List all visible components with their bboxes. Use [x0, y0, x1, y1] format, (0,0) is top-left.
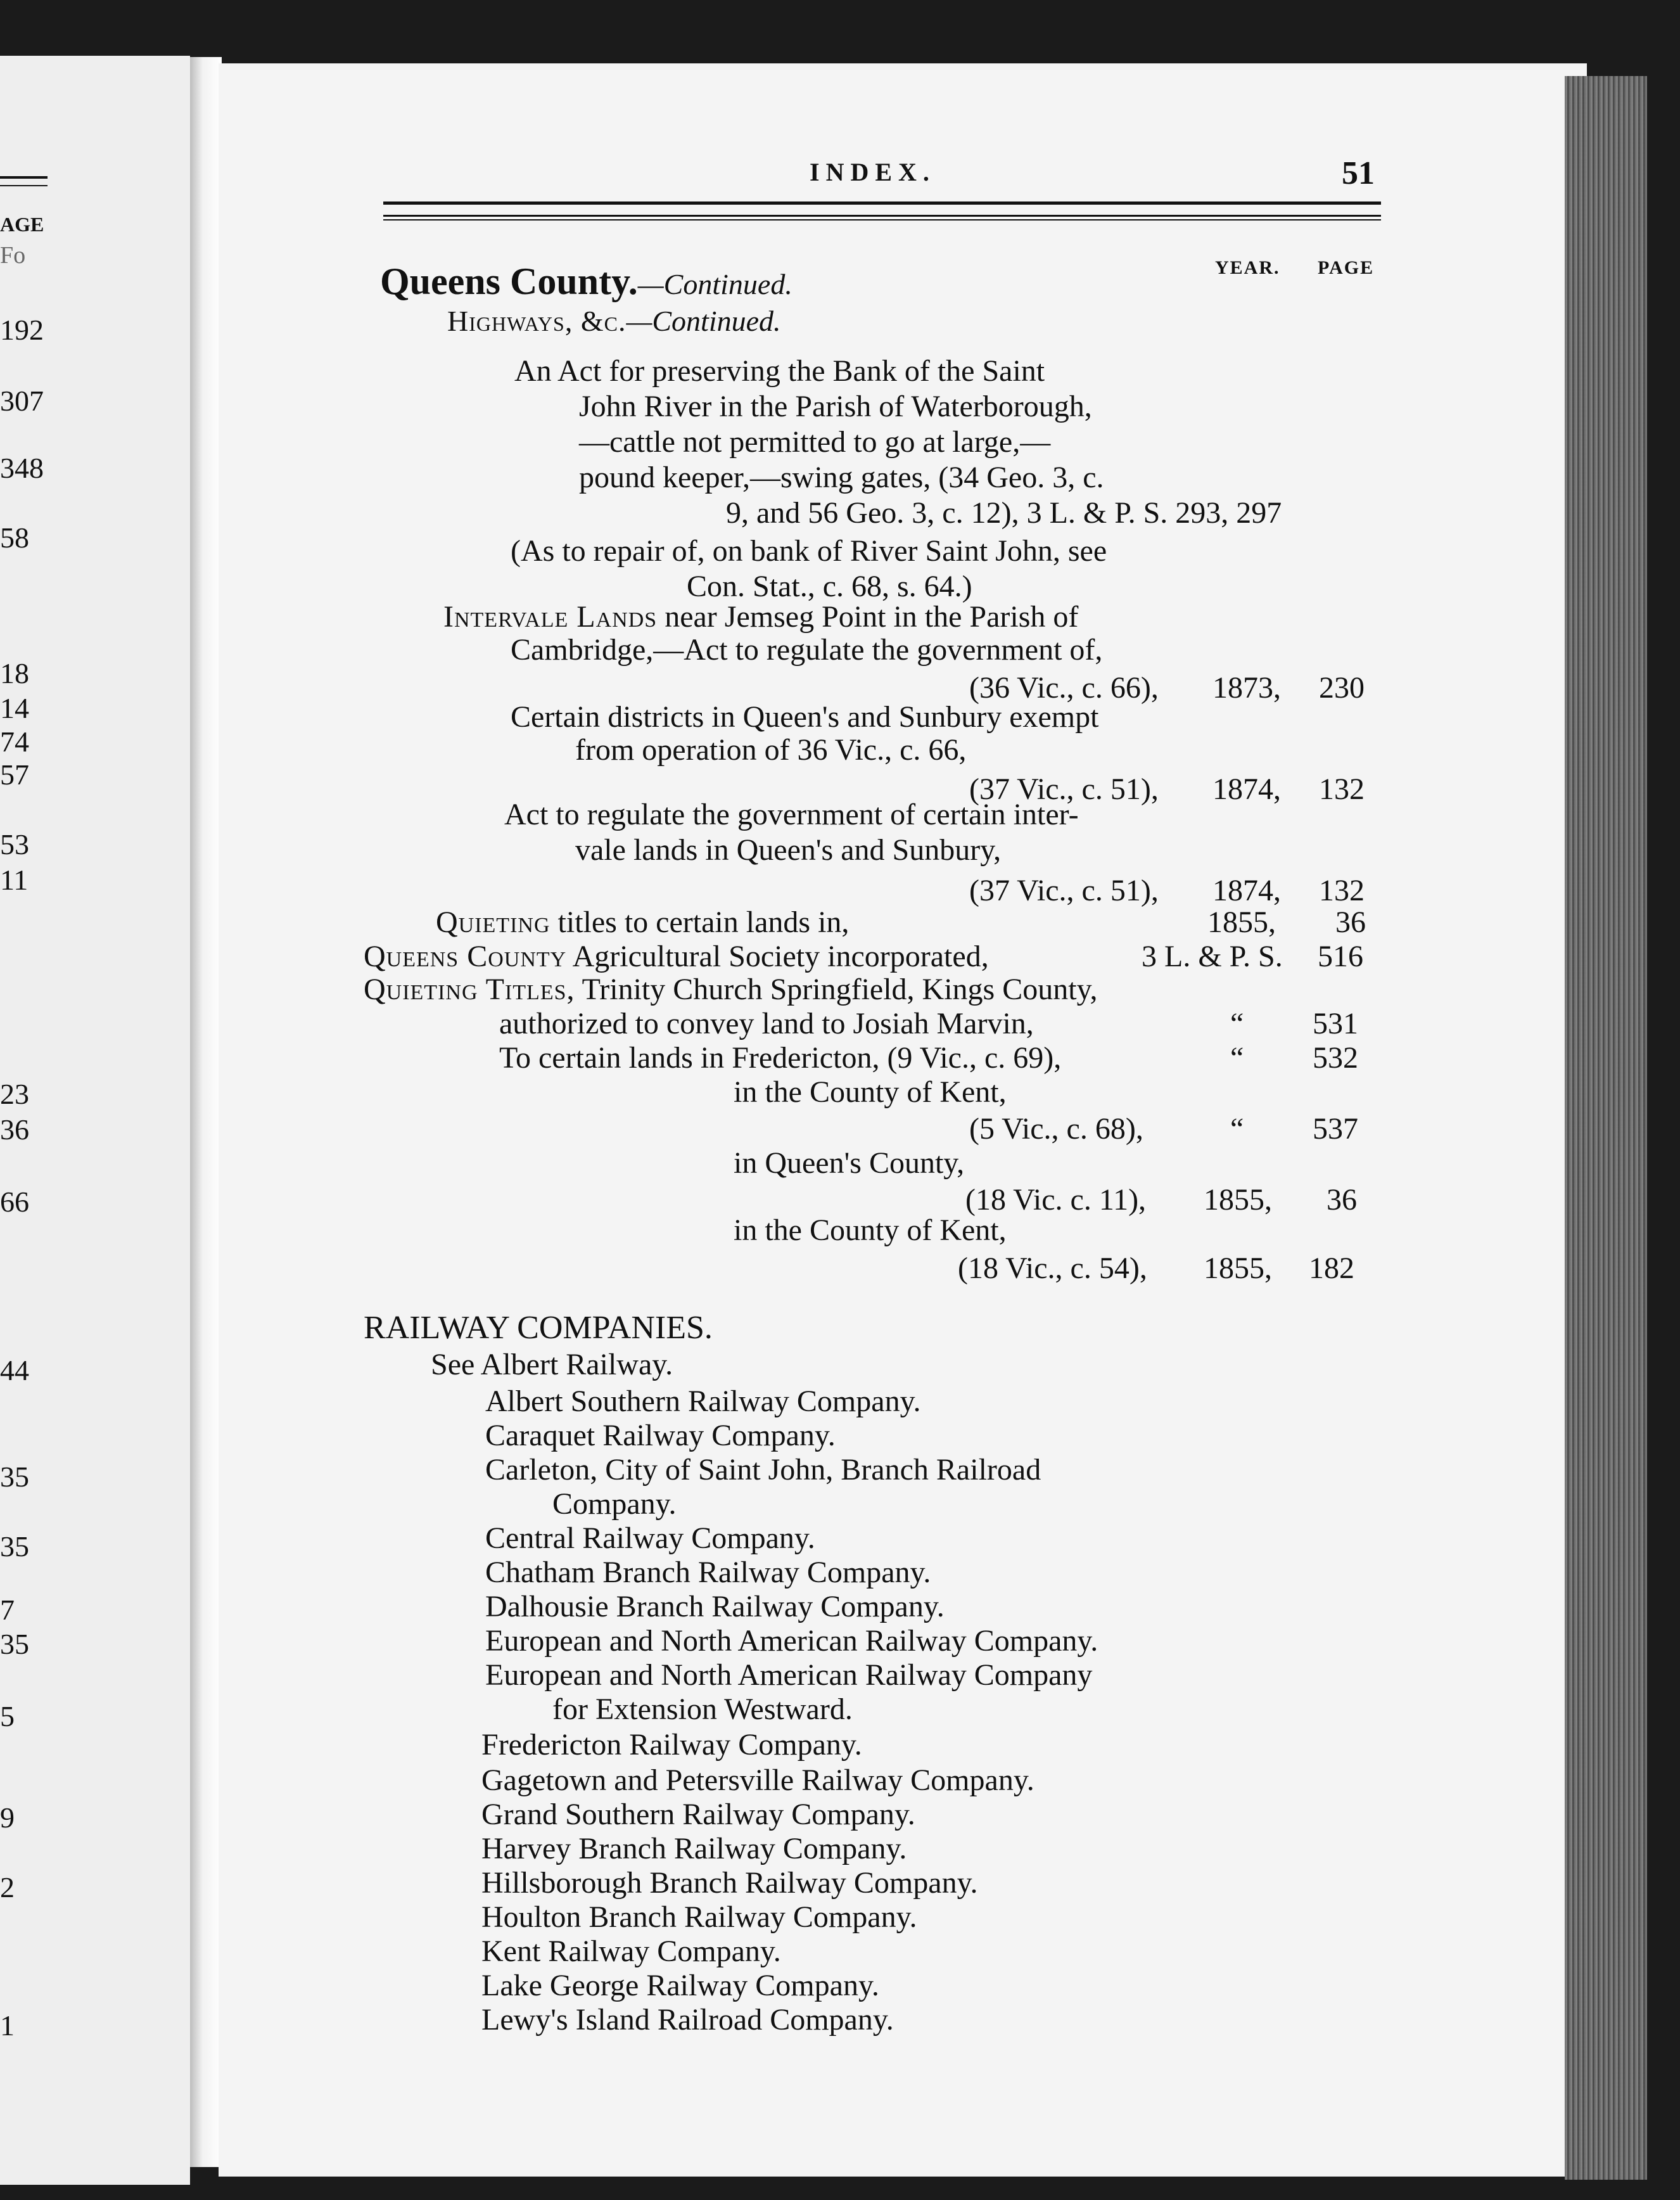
header-rule: [383, 219, 1381, 221]
railway-company-entry: Dalhousie Branch Railway Company.: [485, 1590, 945, 1623]
left-page-number: 192: [0, 314, 44, 346]
index-entry-line: An Act for preserving the Bank of the Saint: [514, 354, 1045, 388]
railway-company-entry: Lake George Railway Company.: [481, 1969, 879, 2002]
header-double-rule: [383, 201, 1381, 217]
index-entry-line: from operation of 36 Vic., c. 66,: [575, 733, 967, 767]
page-value: 36: [1335, 905, 1366, 939]
left-page-number: 14: [0, 692, 29, 724]
ditto-mark: “: [1230, 1112, 1244, 1146]
ditto-mark: “: [1230, 1041, 1244, 1075]
subsection-heading-title: Highways, &c.: [447, 305, 627, 337]
left-page-number: 9: [0, 1801, 15, 1834]
index-entry-line: 9, and 56 Geo. 3, c. 12), 3 L. & P. S. 293, 297: [726, 496, 1282, 530]
left-page-number: 1: [0, 2009, 15, 2042]
statute-reference: (37 Vic., c. 51),: [969, 874, 1159, 907]
year-value: 1874,: [1212, 772, 1281, 806]
left-page-number: 36: [0, 1113, 29, 1146]
section-heading: RAILWAY COMPANIES.: [364, 1310, 713, 1346]
ditto-mark: “: [1230, 1007, 1244, 1040]
index-entry-line: Cambridge,—Act to regulate the government of,: [511, 633, 1103, 667]
left-page-number: 35: [0, 1628, 29, 1660]
index-entry-line: Quieting titles to certain lands in,: [436, 905, 850, 939]
railway-company-entry: Carleton, City of Saint John, Branch Railroad: [485, 1453, 1041, 1487]
left-page-number: 58: [0, 521, 29, 554]
left-page-number: 23: [0, 1078, 29, 1110]
left-page-rule: [0, 185, 48, 186]
subsection-heading-continued: —Continued.: [626, 305, 781, 337]
index-entry-line: Con. Stat., c. 68, s. 64.): [687, 570, 972, 603]
railway-company-entry: Chatham Branch Railway Company.: [485, 1556, 931, 1589]
index-entry-line: To certain lands in Fredericton, (9 Vic., c. 69),: [499, 1041, 1062, 1075]
index-entry-lead: Queens County: [364, 940, 567, 973]
left-page-text-fragment: Fo: [0, 242, 26, 269]
left-page-number: 5: [0, 1700, 15, 1732]
railway-company-entry: Lewy's Island Railroad Company.: [481, 2003, 894, 2037]
page-value: 537: [1313, 1112, 1358, 1146]
left-page-number: 18: [0, 657, 29, 689]
statute-reference: (37 Vic., c. 51),: [969, 772, 1159, 806]
cross-reference: See Albert Railway.: [431, 1348, 673, 1381]
index-entry-lead: Quieting Titles,: [364, 973, 575, 1006]
year-value: 1873,: [1212, 671, 1281, 705]
left-page-number: 53: [0, 828, 29, 860]
railway-company-entry: Kent Railway Company.: [481, 1935, 781, 1968]
statute-reference: (18 Vic., c. 54),: [958, 1251, 1147, 1285]
railway-company-entry: Company.: [552, 1487, 677, 1521]
page-value: 516: [1318, 940, 1363, 973]
railway-company-entry: European and North American Railway Company.: [485, 1624, 1098, 1658]
page-edges: [1565, 76, 1647, 2180]
statute-reference: (5 Vic., c. 68),: [969, 1112, 1143, 1146]
index-entry-line: (As to repair of, on bank of River Saint John, see: [511, 534, 1107, 568]
railway-company-entry: Hillsborough Branch Railway Company.: [481, 1866, 978, 1900]
railway-company-entry: Central Railway Company.: [485, 1521, 815, 1555]
index-entry-lead: Quieting: [436, 905, 550, 939]
left-page-number: 74: [0, 726, 29, 758]
statute-reference: (18 Vic. c. 11),: [965, 1183, 1147, 1217]
railway-company-entry: for Extension Westward.: [552, 1692, 853, 1726]
left-page-number: 2: [0, 1871, 15, 1903]
left-page-number: 66: [0, 1186, 29, 1218]
index-entry-lead: Intervale Lands: [443, 600, 658, 634]
index-entry-line: in Queen's County,: [734, 1146, 965, 1180]
year-value: 1855,: [1204, 1251, 1272, 1285]
section-heading-title: Queens County.: [380, 260, 638, 302]
left-page-number: 57: [0, 758, 29, 791]
page-value: 132: [1319, 874, 1365, 907]
index-entry-line: in the County of Kent,: [734, 1213, 1007, 1247]
index-entry-line: pound keeper,—swing gates, (34 Geo. 3, c.: [579, 461, 1104, 494]
left-page-number: 35: [0, 1461, 29, 1493]
year-value: 1855,: [1204, 1183, 1272, 1217]
railway-company-entry: Fredericton Railway Company.: [481, 1728, 862, 1762]
railway-company-entry: Caraquet Railway Company.: [485, 1419, 836, 1452]
index-entry-line: vale lands in Queen's and Sunbury,: [575, 833, 1002, 867]
left-page-number: 35: [0, 1530, 29, 1563]
year-value: 1855,: [1207, 905, 1276, 939]
page-value: 230: [1319, 671, 1365, 705]
page-value: 532: [1313, 1041, 1358, 1075]
page-value: 36: [1327, 1183, 1357, 1217]
page-value: 531: [1313, 1007, 1358, 1040]
page-number: 51: [1342, 155, 1375, 191]
railway-company-entry: Gagetown and Petersville Railway Company.: [481, 1763, 1034, 1797]
index-entry-line: Certain districts in Queen's and Sunbury exempt: [511, 700, 1099, 734]
railway-company-entry: Harvey Branch Railway Company.: [481, 1832, 907, 1865]
railway-company-entry: European and North American Railway Company: [485, 1658, 1093, 1692]
page-value: 132: [1319, 772, 1365, 806]
subsection-heading: [447, 307, 781, 336]
railway-company-entry: Grand Southern Railway Company.: [481, 1798, 915, 1831]
year-value: 3 L. & P. S.: [1142, 940, 1283, 973]
left-page-number: 307: [0, 385, 44, 417]
section-heading: [380, 262, 792, 300]
left-page-number: 7: [0, 1594, 15, 1626]
index-entry-line: —cattle not permitted to go at large,—: [579, 425, 1051, 459]
index-entry-line: Queens County Agricultural Society incorporated,: [364, 940, 989, 973]
index-entry-line: in the County of Kent,: [734, 1075, 1007, 1109]
index-entry-line: Intervale Lands near Jemseg Point in the Parish of: [443, 600, 1079, 634]
year-value: 1874,: [1212, 874, 1281, 907]
index-entry-line: Act to regulate the government of certain inter-: [504, 798, 1079, 831]
page-value: 182: [1309, 1251, 1354, 1285]
railway-company-entry: Albert Southern Railway Company.: [485, 1385, 921, 1418]
left-page-header-fragment: AGE: [0, 213, 44, 236]
index-entry-line: John River in the Parish of Waterborough,: [579, 390, 1092, 423]
running-head: INDEX.: [810, 158, 936, 186]
left-page-number: 348: [0, 452, 44, 484]
index-entry-line: authorized to convey land to Josiah Marvin,: [499, 1007, 1034, 1040]
left-page-rule: [0, 176, 48, 179]
year-column-heading: YEAR.: [1215, 257, 1280, 278]
book-gutter: [190, 57, 222, 2167]
statute-reference: (36 Vic., c. 66),: [969, 671, 1159, 705]
railway-company-entry: Houlton Branch Railway Company.: [481, 1900, 917, 1934]
index-entry-line: Quieting Titles, Trinity Church Springfield, Kings County,: [364, 973, 1098, 1006]
left-page-number: 11: [0, 864, 29, 896]
left-page-number: 44: [0, 1354, 29, 1386]
section-heading-continued: —Continued.: [637, 268, 792, 300]
page-column-heading: PAGE: [1318, 257, 1375, 278]
